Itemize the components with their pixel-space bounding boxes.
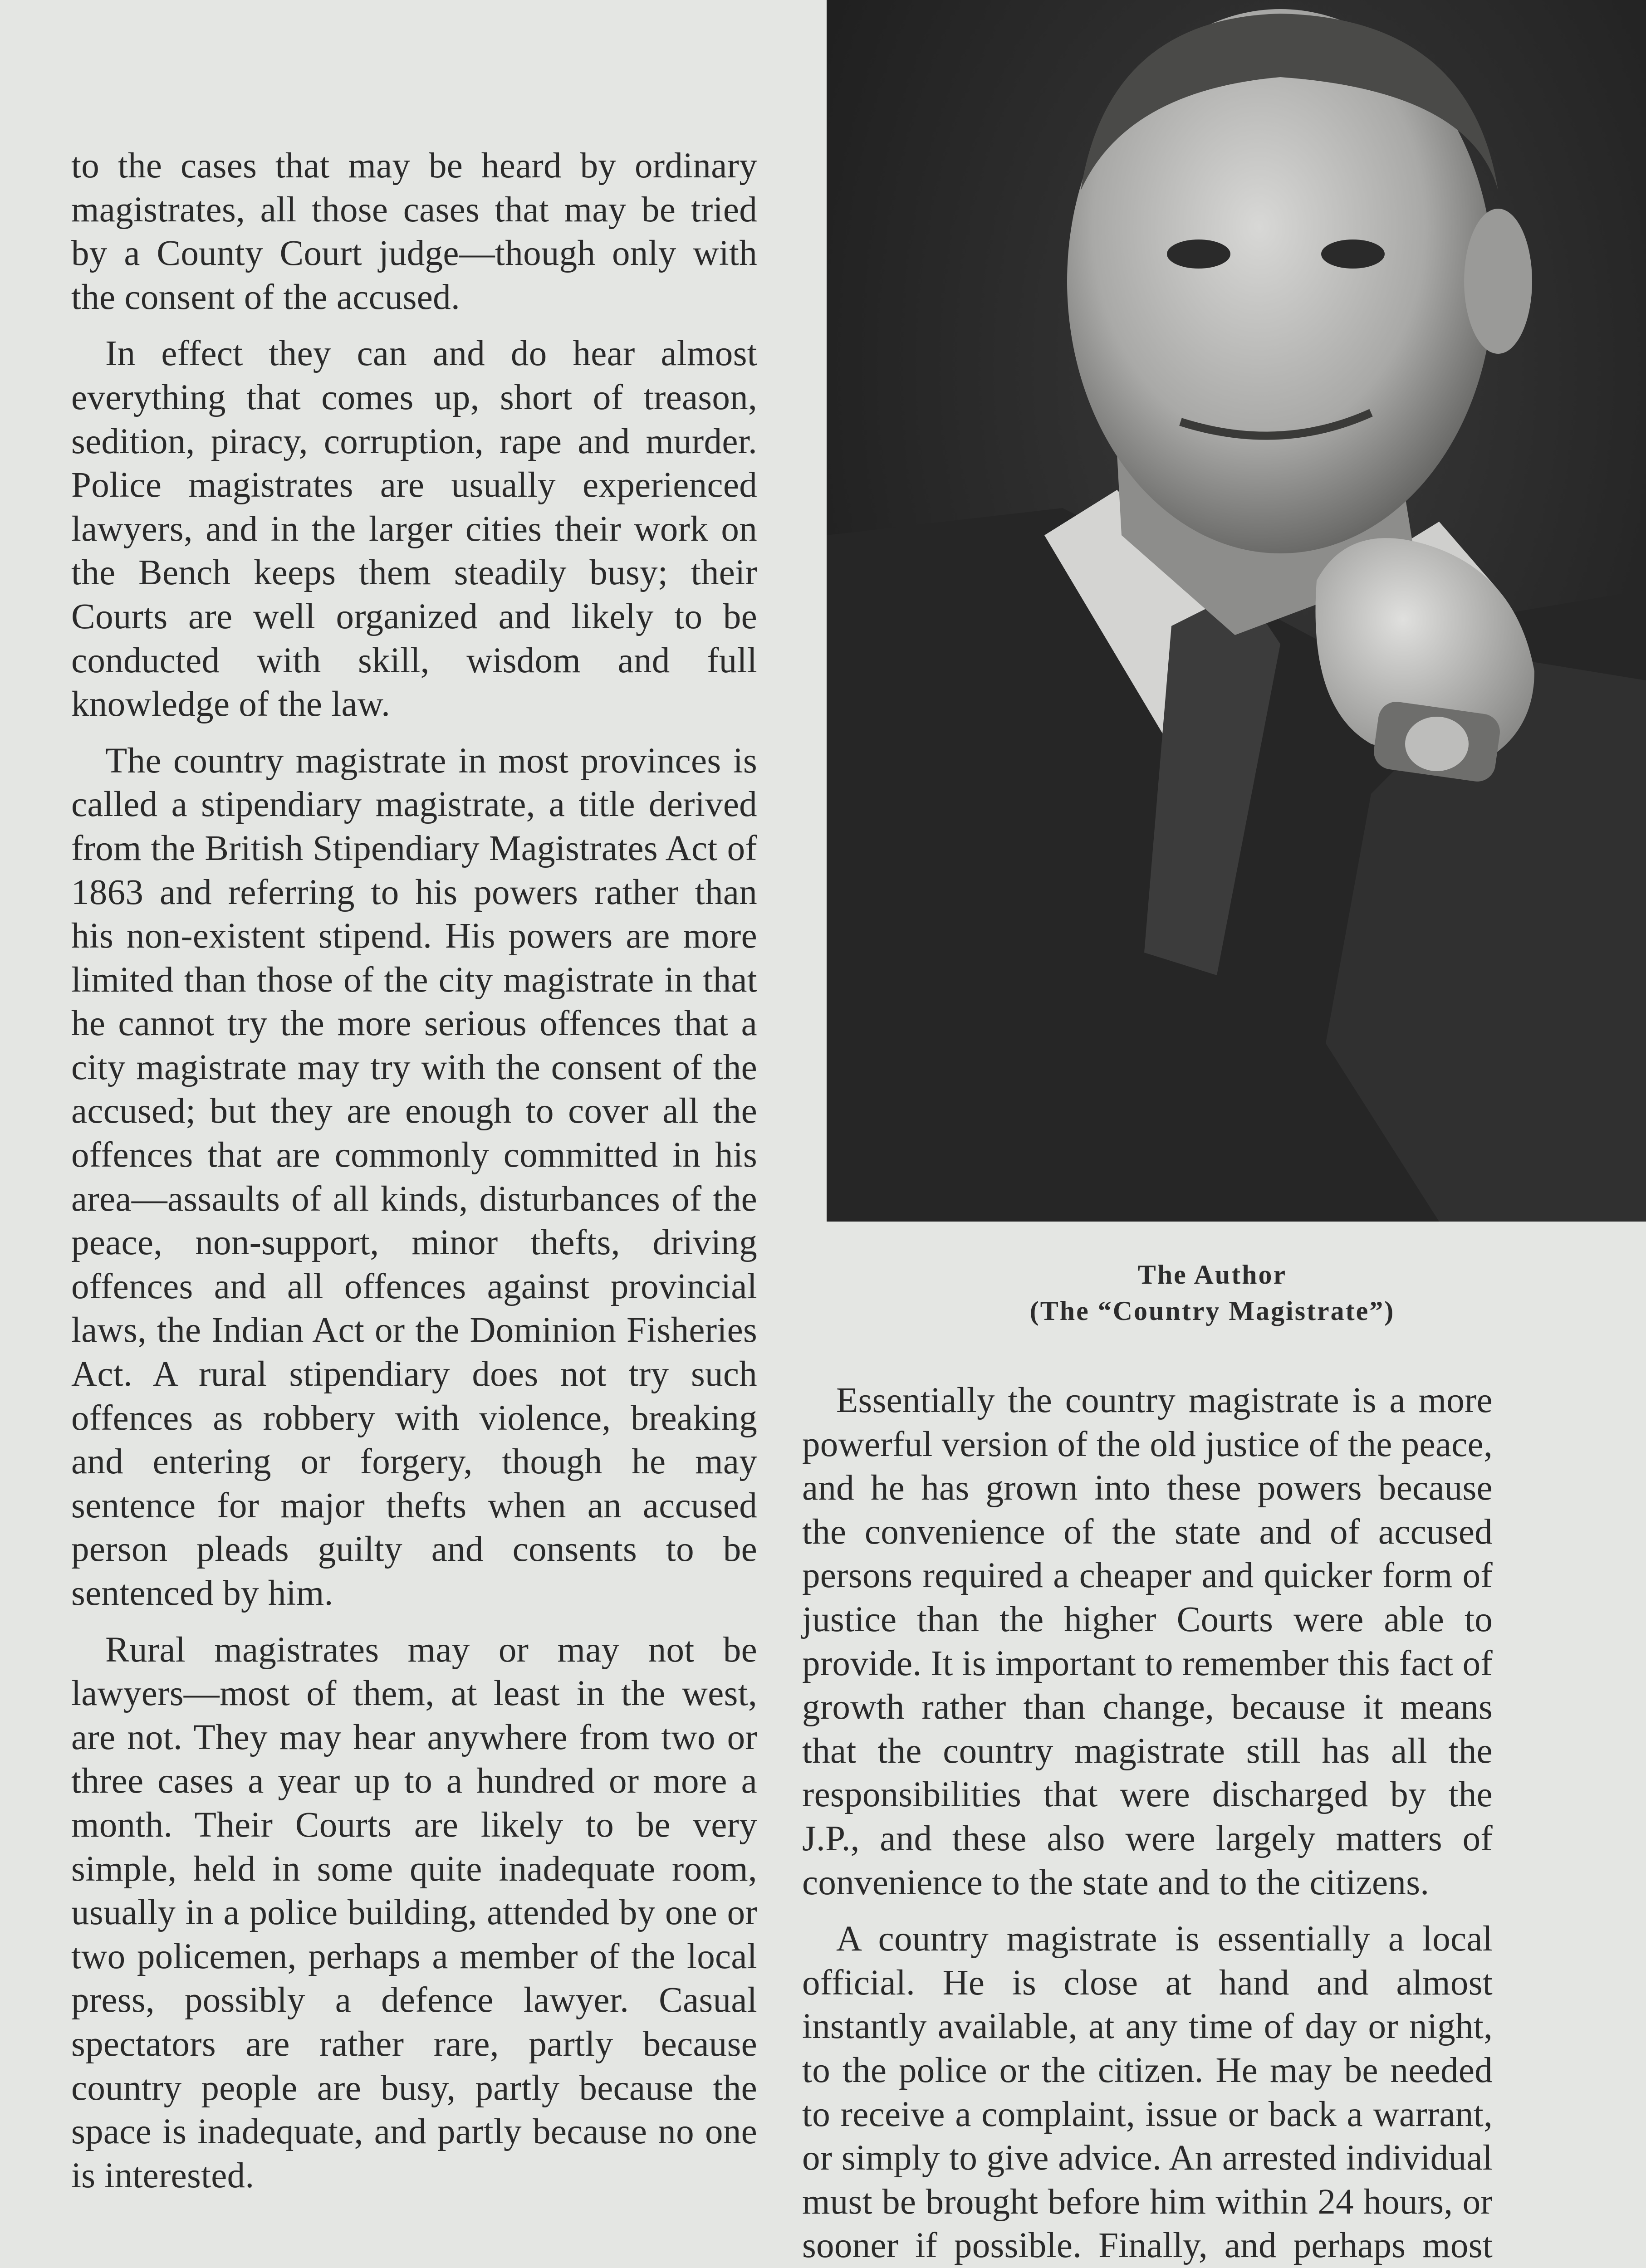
paragraph: The country magistrate in most provinces is called a stipendiary magistrate, a title derived from the British Stipendiary Magistrates Act of 1863 and referring to his powers rather than his non-existent stipend. His powers are more limited than those of the city magistrate in that he cannot try the more serious offences that a city magistrate may try with the consent of the accused; but they are enough to cover all the offences that are commonly committed in his area—assaults of all kinds, disturbances of the peace, non-support, minor thefts, driving offences and all offences against provincial laws, the Indian Act or the Dominion Fisheries Act. A rural stipendiary does not try such offences as robbery with violence, breaking and entering or forgery, though he may sentence for major thefts when an accused person pleads guilty and consents to be sentenced by him. <box>71 741 757 1613</box>
caption-subtitle: (The “Country Magistrate”) <box>1029 1296 1395 1326</box>
paragraph: Essentially the country magistrate is a more powerful version of the old justice of the peace, and he has grown into these powers because the convenience of the state and of accused persons required a cheaper and quicker form of justice than the higher Courts were able to provide. It is important to remember this fact of growth rather than change, because it means that the country magistrate still has all the responsibilities that were discharged by the J.P., and these also were largely matters of convenience to the state and to the citizens. <box>802 1381 1493 1902</box>
paragraph: to the cases that may be heard by ordinary magistrates, all those cases that may be tried by a County Court judge—though only with the consent of the accused. <box>71 146 757 317</box>
author-photo <box>827 0 1646 1222</box>
left-text-column <box>71 144 757 2210</box>
paragraph: A country magistrate is essentially a local official. He is close at hand and almost instantly available, at any time of day or night, to the police or the citizen. He may be needed to receive a complaint, issue or back a warrant, or simply to give advice. An arrested individual must be brought before him within 24 hours, or sooner if possible. Finally, and perhaps most <box>802 1919 1493 2266</box>
photo-caption <box>827 1256 1598 1329</box>
author-portrait-image <box>827 0 1646 1222</box>
caption-title: The Author <box>1137 1260 1287 1290</box>
paragraph: In effect they can and do hear almost everything that comes up, short of treason, sedition, piracy, corruption, rape and murder. Police magistrates are usually experienced lawyers, and in the larger cities their work on the Bench keeps them steadily busy; their Courts are well organized and likely to be conducted with skill, wisdom and full knowledge of the law. <box>71 334 757 724</box>
paragraph: Rural magistrates may or may not be lawyers—most of them, at least in the west, are not. They may hear anywhere from two or three cases a year up to a hundred or more a month. Their Courts are likely to be very simple, held in some quite inadequate room, usually in a police building, attended by one or two policemen, perhaps a member of the local press, possibly a defence lawyer. Casual spectators are rather rare, partly because country people are busy, partly because the space is inadequate, and partly because no one is interested. <box>71 1630 757 2195</box>
right-text-column <box>802 1379 1493 2268</box>
